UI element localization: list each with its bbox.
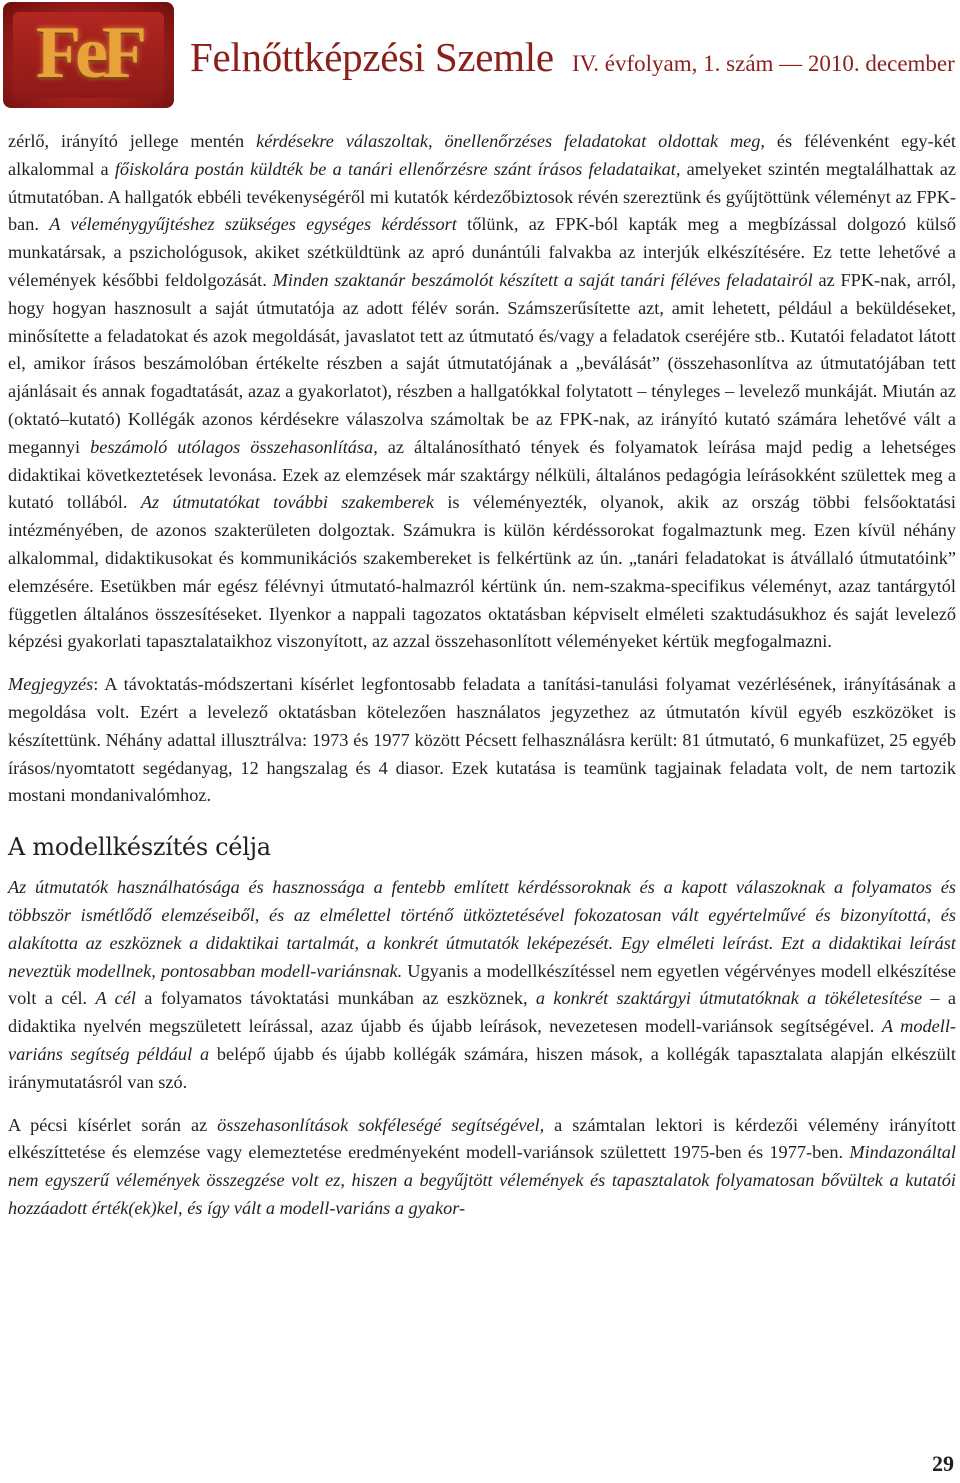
paragraph-note: [8, 671, 956, 810]
text-run: belépő újabb és újabb kollégák számára, hiszen mások, a kollégák tapasztalata alapján elkészült iránymutatásról van szó.: [8, 1043, 957, 1092]
text-run: is véleményezték, olyanok, akik az ország többi felsőoktatási intézményében, de azonos szakterületen dolgoztak. Számukra is külön kérdéssorokat fogalmaztunk meg. Ezen kívül néhány alkalommal, didaktikusokat és kommunikációs szakembereket is felkértünk az ún. „tanári feladatokat is átvállaló útmutatóink” elemzésére. Esetükben már egész félévnyi útmutató-halmazról kértünk ún. nem-szakma-specifikus véleményt, azaz tantárgytól független általános összesítéseket. Ilyenkor a nappali tagozatos oktatásban képviselt elméleti szaktudásukhoz és saját levelező képzési gyakorlati tapasztalataikhoz viszonyított, az azzal összehasonlított véleményeket kértük megfogalmazni.: [8, 492, 956, 652]
journal-title: [190, 32, 955, 89]
italic-run: Minden szaktanár beszámolót készített a saját tanári féléves feladatairól: [272, 269, 813, 290]
italic-run: Ezt a didaktikai leírást neveztük modellnek, pontosabban modell-variánsnak.: [8, 932, 956, 981]
text-run: Ugyanis a modellkészítéssel nem egyetlen végérvényes modell elkészítése volt a cél.: [8, 960, 956, 1009]
text-run: a folyamatos távoktatási munkában az eszköznek,: [135, 988, 536, 1009]
text-run: az FPK-nak, arról, hogy hogyan hasznosult a saját útmutatója az adott félév során. Számszerűsítette azt, amit lehetett, például a beküldéseket, minősítette a feladatokat és azok megoldását, javaslatot tett az útmutató és/vagy a feladatok cseréjére stb.. Kutatói feladatot látott el, amikor írásos beszámolóban értékelte részben a saját útmutatójának a „beválását” (összehasonlítva az útmutatójában tett ajánlásait és annak fogadtatását, azaz a gyakorlatot), részben a hallgatókkal folytatott – tényleges – levelező munkáját. Miután az (oktató–kutató) Kollégák azonos kérdésekre válaszolva számoltak be az FPK-nak, az irányító kutató számára lehetővé vált a megannyi: [8, 269, 956, 457]
page-header: [0, 0, 960, 112]
italic-run: kérdésekre válaszoltak, önellenőrzéses feladatokat oldottak meg,: [256, 131, 765, 151]
text-run: zérlő, irányító jellege mentén: [8, 131, 257, 151]
article-body: [8, 128, 956, 1223]
journal-name: Felnőttképzési Szemle: [190, 34, 554, 80]
italic-run: Mindazonáltal nem egyszerű vélemények összegzése volt ez, hiszen a begyűjtött vélemények és tapasztalatok folyamatosan bővültek a kutatói hozzáadott érték(ek)kel, és így vált a modell-variáns a gyakor-: [8, 1142, 956, 1218]
text-run: [773, 933, 781, 953]
italic-run: beszámoló utólagos összehasonlítása,: [90, 436, 378, 457]
italic-run: Az útmutatókat további szakemberek: [140, 492, 435, 513]
italic-run: összehasonlítások sokféleségé segítségével,: [217, 1114, 545, 1135]
page-number: 29: [932, 1451, 954, 1476]
italic-run: A cél: [95, 988, 136, 1009]
text-run: tőlünk, az FPK-ból kapták meg a megbízással dolgozó külső munkatársak, a pszichológusok, akiket szétküldtünk az apró dunántúli falvakba az interjúk elkészítésére. Ez tette lehetővé a vélemények későbbi feldolgozását.: [8, 214, 956, 290]
text-run: a számtalan lektori is kérdezői vélemény irányított elkészíttetése és elemzése vagy elemeztetése eredményeként modell-variánsok születtett 1975-ben és 1977-ben.: [8, 1114, 957, 1163]
journal-logo: [3, 2, 174, 108]
italic-run: Az útmutatók használhatósága és hasznossága a fentebb említett kérdéssoroknak és a kapott válaszoknak a folyamatos és többször ismétlődő elemzéseiből, és az elmélettel történő ütköztetésével fokozatosan vált egyértelművé és bizonyítottá, és alakította az eszköznek a didaktikai tartalmát, a konkrét útmutatók leképezését. Egy elméleti leírást.: [8, 877, 956, 953]
italic-run: Megjegyzés: [8, 674, 94, 695]
text-run: az általánosítható tények és folyamatok leírása majd pedig a lehetséges didaktikai következtetések levonása. Ezek az elemzések már szaktárgy nélküli, általános pedagógia leírásokként születtek meg a kutató tollából.: [8, 436, 956, 513]
text-run: – a didaktika nyelvén megszületett leírással, azaz újabb és újabb leírások, nevezetesen modell-variánsok segítségével.: [8, 988, 956, 1037]
paragraph-4: [8, 1112, 956, 1223]
italic-run: A modell-variáns segítség például a: [8, 1016, 956, 1064]
text-run: : A távoktatás-módszertani kísérlet legfontosabb feladata a tanítási-tanulási folyamat vezérlésének, irányításának a megoldása volt. Ezért a levelező oktatásban kötelezően használatos jegyzethez az útmutatón kívül egyéb eszközöket is készítettünk. Néhány adattal illusztrálva: 1973 és 1977 között Pécsett felhasználásra került: 81 útmutató, 6 munkafüzet, 25 egyéb írásos/nyomtatott segédanyag, 12 hangszalag és 4 diasor. Ezek kutatása is teamünk tagjainak feladata volt, de nem tartozik mostani mondanivalómhoz.: [8, 674, 956, 806]
italic-run: a konkrét szaktárgyi útmutatóknak a tökéletesítése: [535, 988, 923, 1009]
logo-lettering: FeF: [35, 12, 142, 94]
section-heading: A modellkészítés célja: [8, 833, 271, 862]
italic-run: főiskolára postán küldték be a tanári ellenőrzésre szánt írásos feladataikat,: [114, 158, 681, 179]
issue-info: IV. évfolyam, 1. szám — 2010. december: [572, 51, 955, 76]
paragraph-1: [8, 128, 956, 656]
text-run: amelyeket szintén megtalálhattak az útmutatóban. A hallgatók ebbéli tevékenységéről mi kutatók kérdezőbiztosok révén szereztünk és gyűjtöttünk véleményt az FPK-ban.: [8, 158, 956, 235]
text-run: és félévenként egy-két alkalommal a: [8, 131, 956, 179]
paragraph-3: [8, 874, 956, 1096]
italic-run: A véleménygyűjtéshez szükséges egységes kérdéssort: [49, 214, 457, 235]
text-run: A pécsi kísérlet során az: [8, 1114, 218, 1135]
